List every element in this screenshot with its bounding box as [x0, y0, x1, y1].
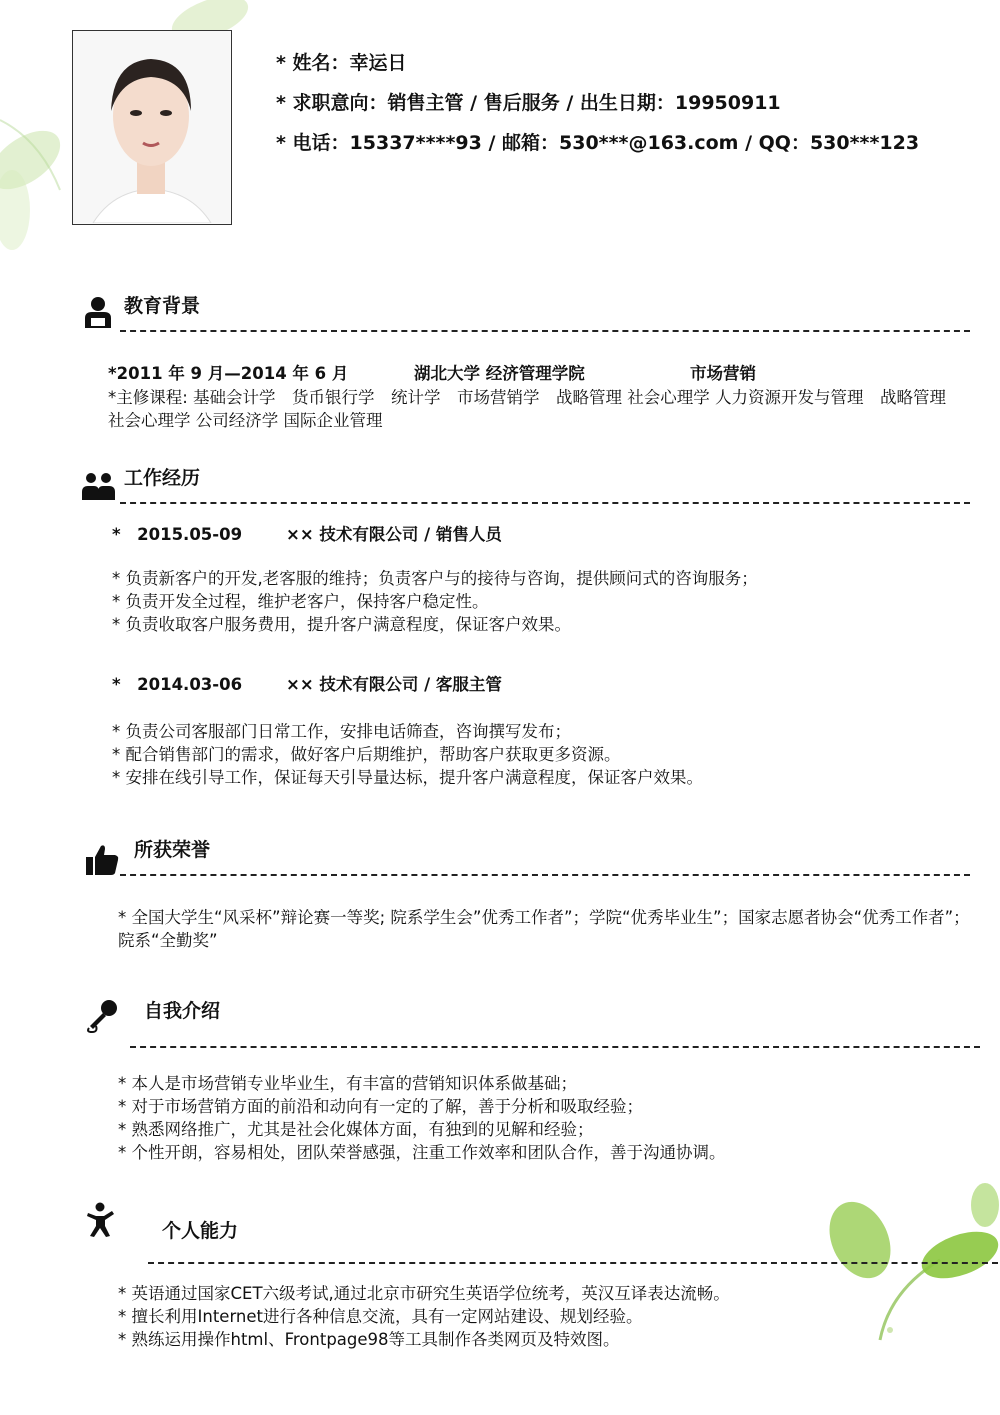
skills-title: 个人能力 — [162, 1220, 239, 1242]
intro-item: * 本人是市场营销专业毕业生，有丰富的营销知识体系做基础； — [118, 1074, 577, 1093]
job-1-item: * 负责新客户的开发,老客服的维持；负责客户与的接待与咨询，提供顾问式的咨询服务； — [112, 569, 758, 588]
education-courses: *主修课程: 基础会计学 货币银行学 统计学 市场营销学 战略管理 社会心理学 人力资源开发与管理 战略管理 社会心理学 公司经济学 国际企业管理 — [108, 388, 963, 430]
person-icon — [80, 294, 116, 330]
honors-title: 所获荣誉 — [134, 839, 211, 861]
job-1-item: * 负责开发全过程，维护老客户，保持客户稳定性。 — [112, 592, 489, 611]
education-divider — [120, 330, 970, 332]
two-people-icon — [80, 468, 116, 504]
contact-line: * 电话：15337****93 / 邮箱：530***@163.com / QQ：530***123 — [276, 132, 920, 154]
profile-photo — [72, 30, 232, 225]
intro-divider — [130, 1046, 980, 1048]
microphone-icon — [84, 998, 120, 1034]
thumbs-up-icon — [84, 842, 120, 878]
intent-line: * 求职意向：销售主管 / 售后服务 / 出生日期：19950911 — [276, 92, 781, 114]
intro-item: * 熟悉网络推广，尤其是社会化媒体方面，有独到的见解和经验； — [118, 1120, 594, 1139]
honors-divider — [120, 874, 970, 876]
honors-text: * 全国大学生“风采杯”辩论赛一等奖; 院系学生会”优秀工作者”；学院“优秀毕业生”；国家志愿者协会“优秀工作者”； 院系“全勤奖” — [118, 908, 970, 950]
job-2-date: * 2014.03-06 — [112, 675, 243, 694]
job-2-item: * 安排在线引导工作，保证每天引导量达标，提升客户满意程度，保证客户效果。 — [112, 768, 703, 787]
intro-item: * 对于市场营销方面的前沿和动向有一定的了解，善于分析和吸取经验； — [118, 1097, 643, 1116]
work-title: 工作经历 — [124, 467, 201, 489]
job-2-item: * 负责公司客服部门日常工作，安排电话筛查，咨询撰写发布； — [112, 722, 571, 741]
education-title: 教育背景 — [124, 295, 201, 317]
skills-divider — [148, 1262, 998, 1264]
job-1-date: * 2015.05-09 — [112, 525, 243, 544]
skills-item: * 英语通过国家CET六级考试,通过北京市研究生英语学位统考，英汉互译表达流畅。 — [118, 1284, 730, 1303]
education-school: 湖北大学 经济管理学院 — [414, 364, 585, 383]
running-person-icon — [82, 1202, 118, 1238]
intro-title: 自我介绍 — [144, 1000, 221, 1022]
job-2-company: ×× 技术有限公司 / 客服主管 — [286, 675, 502, 694]
education-period: *2011 年 9 月—2014 年 6 月 — [108, 364, 349, 383]
name-line: * 姓名：幸运日 — [276, 52, 407, 74]
work-divider — [120, 502, 970, 504]
skills-item: * 擅长利用Internet进行各种信息交流，具有一定网站建设、规划经验。 — [118, 1307, 643, 1326]
job-1-company: ×× 技术有限公司 / 销售人员 — [286, 525, 502, 544]
skills-item: * 熟练运用操作html、Frontpage98等工具制作各类网页及特效图。 — [118, 1330, 620, 1349]
leaf-decoration-bottom — [820, 1180, 1000, 1350]
intro-item: * 个性开朗，容易相处，团队荣誉感强，注重工作效率和团队合作，善于沟通协调。 — [118, 1143, 726, 1162]
job-1-item: * 负责收取客户服务费用，提升客户满意程度，保证客户效果。 — [112, 615, 571, 634]
job-2-item: * 配合销售部门的需求，做好客户后期维护，帮助客户获取更多资源。 — [112, 745, 621, 764]
education-major: 市场营销 — [690, 364, 756, 383]
